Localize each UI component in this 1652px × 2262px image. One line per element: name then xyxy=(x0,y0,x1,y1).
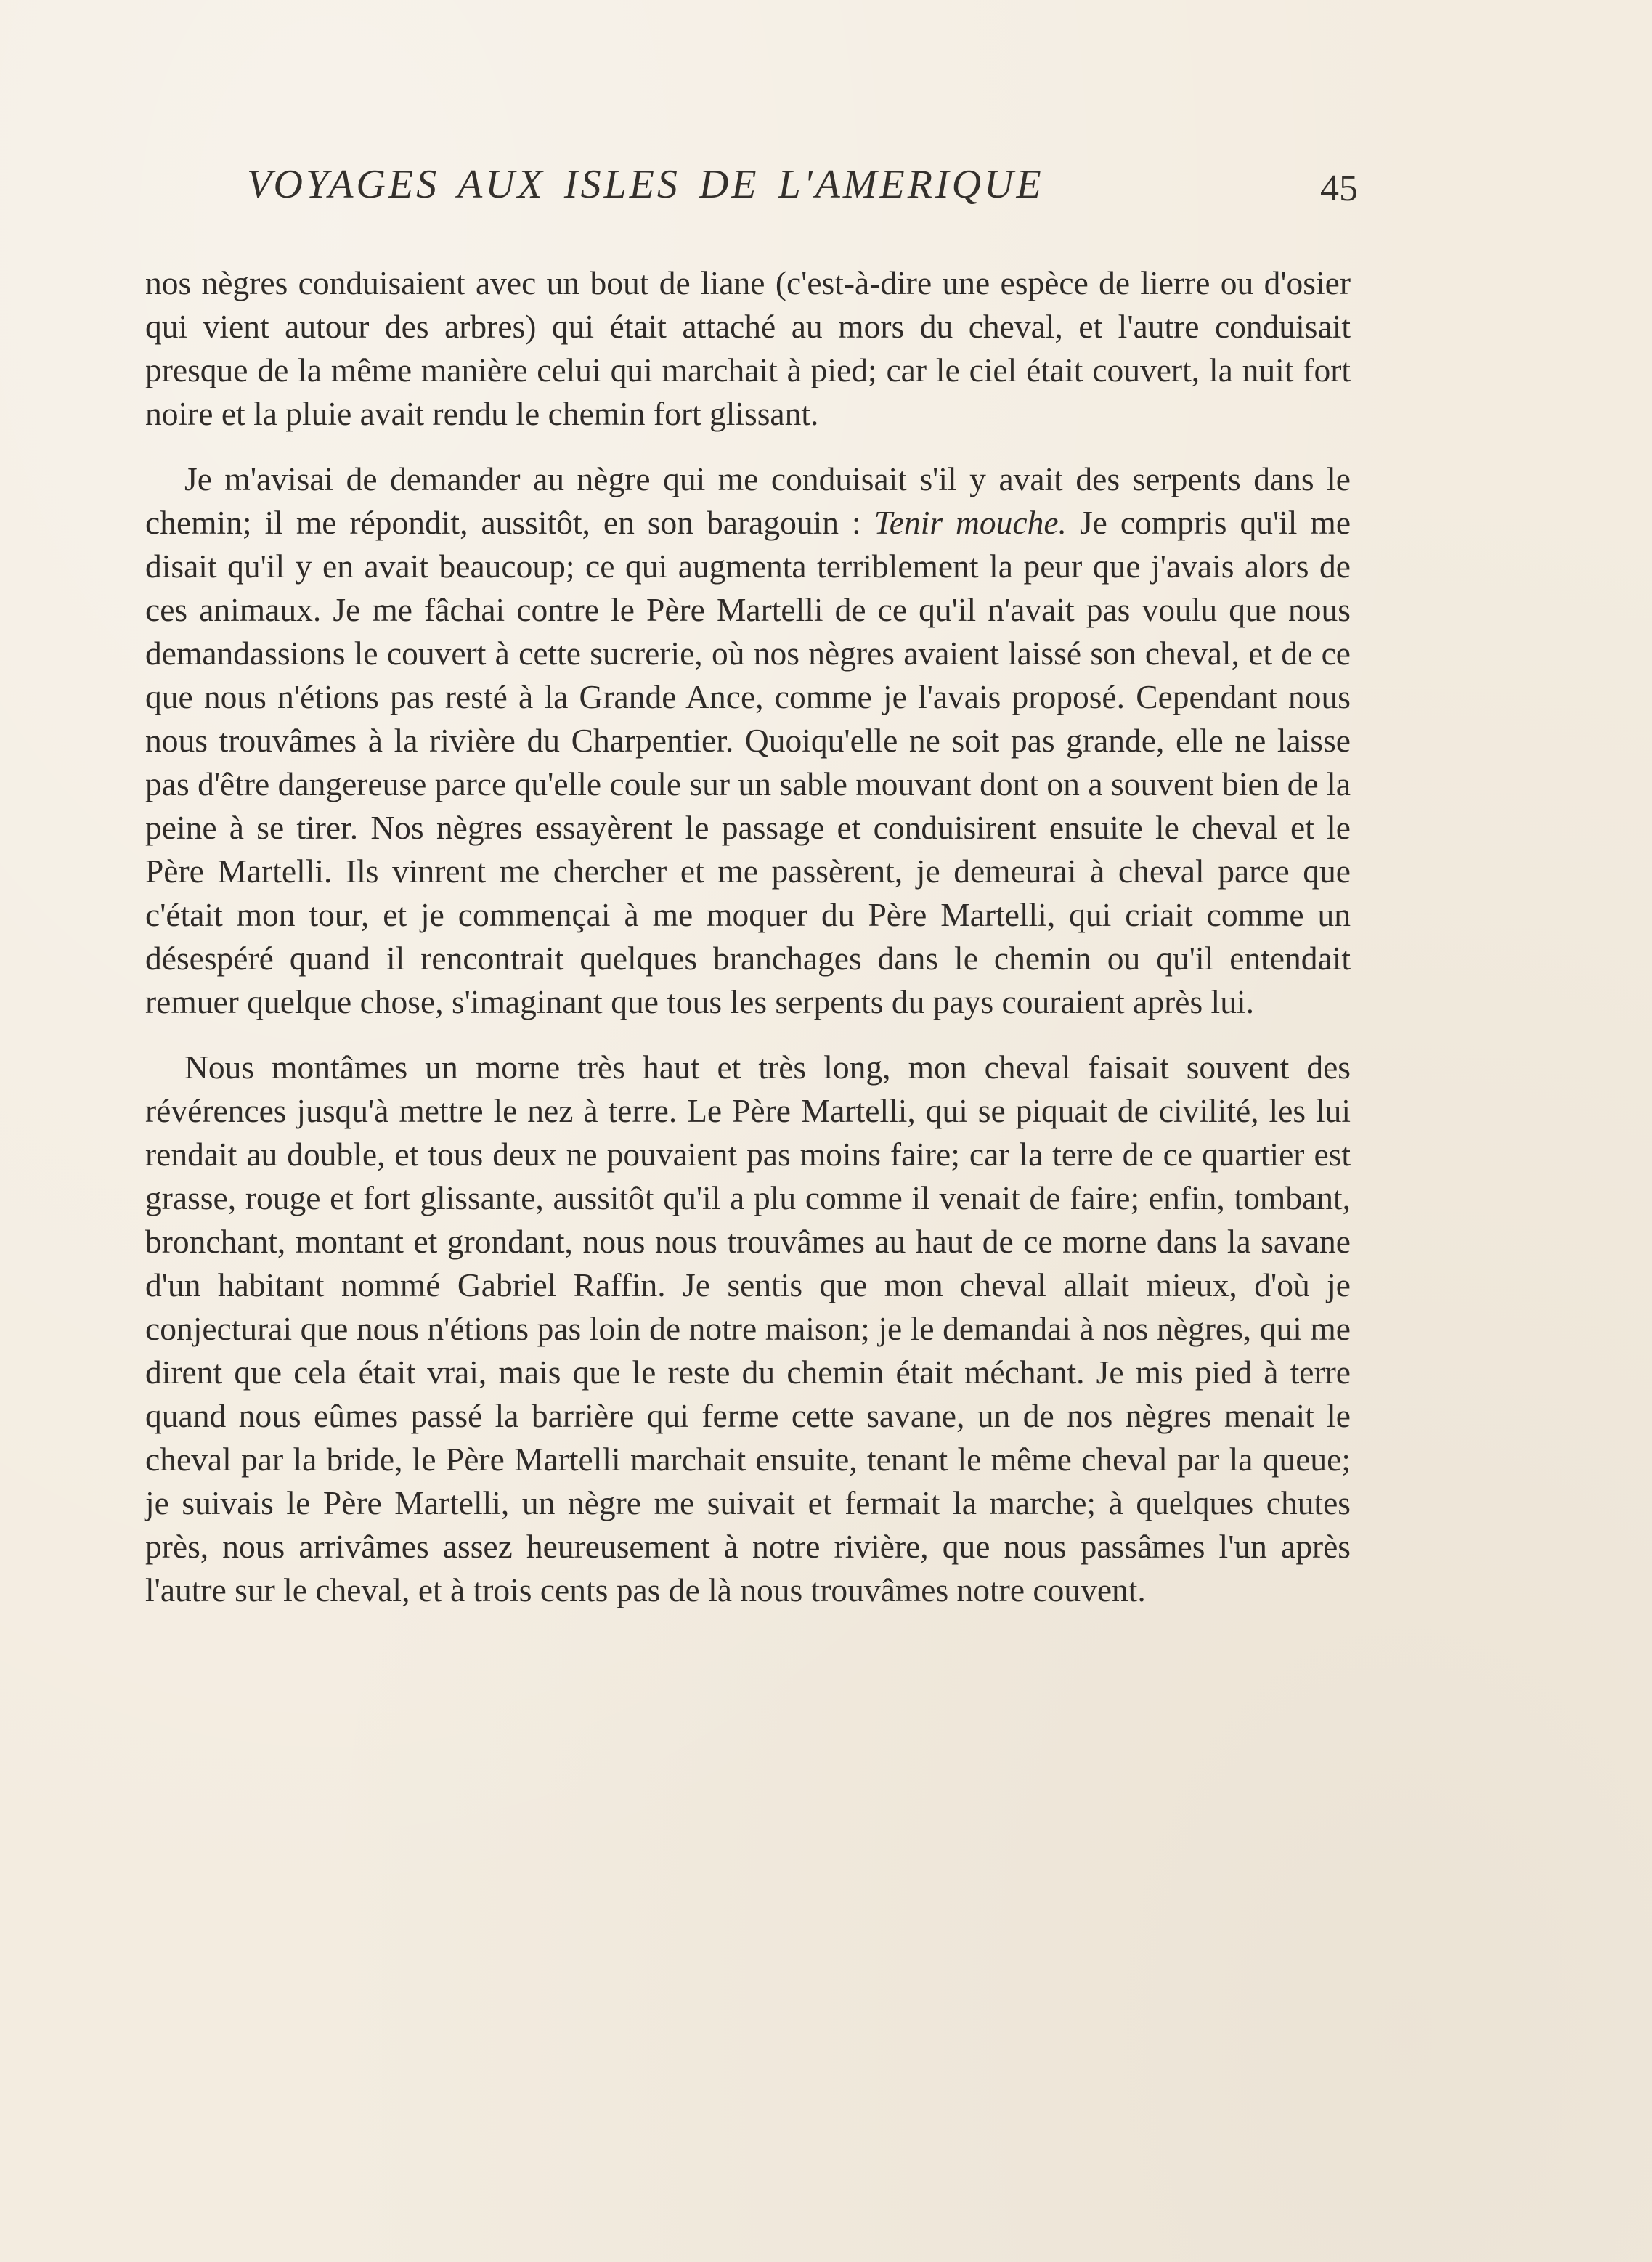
paragraph-2-emphasis: Tenir mouche. xyxy=(874,504,1067,541)
paragraph-2 xyxy=(145,457,1351,1024)
running-head xyxy=(145,161,1358,219)
paragraph-2-text-before: Je m'avisai de demander au nègre qui me conduisait s'il y avait des serpents dans le chemin; il me répondit, aussitôt, en son baragouin : xyxy=(145,460,1351,541)
page-number: 45 xyxy=(1320,168,1358,209)
paragraph-2-text-after: Je compris qu'il me disait qu'il y en avait beaucoup; ce qui augmenta terriblement la peur que j'avais alors de ces animaux. Je me fâchai contre le Père Martelli de ce qu'il n'avait pas voulu que nous demandassions le couvert à cette sucrerie, où nos nègres avaient laissé son cheval, et de ce que nous n'étions pas resté à la Grande Ance, comme je l'avais proposé. Cependant nous nous trouvâmes à la rivière du Charpentier. Quoiqu'elle ne soit pas grande, elle ne laisse pas d'être dangereuse parce qu'elle coule sur un sable mouvant dont on a souvent bien de la peine à se tirer. Nos nègres essayèrent le passage et conduisirent ensuite le cheval et le Père Martelli. Ils vinrent me chercher et me passèrent, je demeurai à cheval parce que c'était mon tour, et je commençai à me moquer du Père Martelli, qui criait comme un désespéré quand il rencontrait quelques branchages dans le chemin ou qu'il entendait remuer quelque chose, s'imaginant que tous les serpents du pays couraient après lui. xyxy=(145,504,1351,1020)
paragraph-3: Nous montâmes un morne très haut et très long, mon cheval faisait souvent des révérences jusqu'à mettre le nez à terre. Le Père Martelli, qui se piquait de civilité, les lui rendait au double, et tous deux ne pouvaient pas moins faire; car la terre de ce quartier est grasse, rouge et fort glissante, aussitôt qu'il a plu comme il venait de faire; enfin, tombant, bronchant, montant et grondant, nous nous trouvâmes au haut de ce morne dans la savane d'un habitant nommé Gabriel Raffin. Je sentis que mon cheval allait mieux, d'où je conjecturai que nous n'étions pas loin de notre maison; je le demandai à nos nègres, qui me dirent que cela était vrai, mais que le reste du chemin était méchant. Je mis pied à terre quand nous eûmes passé la barrière qui ferme cette savane, un de nos nègres menait le cheval par la bride, le Père Martelli marchait ensuite, tenant le même cheval par la queue; je suivais le Père Martelli, un nègre me suivait et fermait la marche; à quelques chutes près, nous arrivâmes assez heureusement à notre rivière, que nous passâmes l'un après l'autre sur le cheval, et à trois cents pas de là nous trouvâmes notre couvent. xyxy=(145,1049,1351,1608)
paragraph-1: nos nègres conduisaient avec un bout de liane (c'est-à-dire une espèce de lierre ou d'osier qui vient autour des arbres) qui était attaché au mors du cheval, et l'autre conduisait presque de la même manière celui qui marchait à pied; car le ciel était couvert, la nuit fort noire et la pluie avait rendu le chemin fort glissant. xyxy=(145,264,1351,432)
running-title: VOYAGES AUX ISLES DE L'AMERIQUE xyxy=(247,162,1044,207)
body-text xyxy=(145,261,1351,1612)
